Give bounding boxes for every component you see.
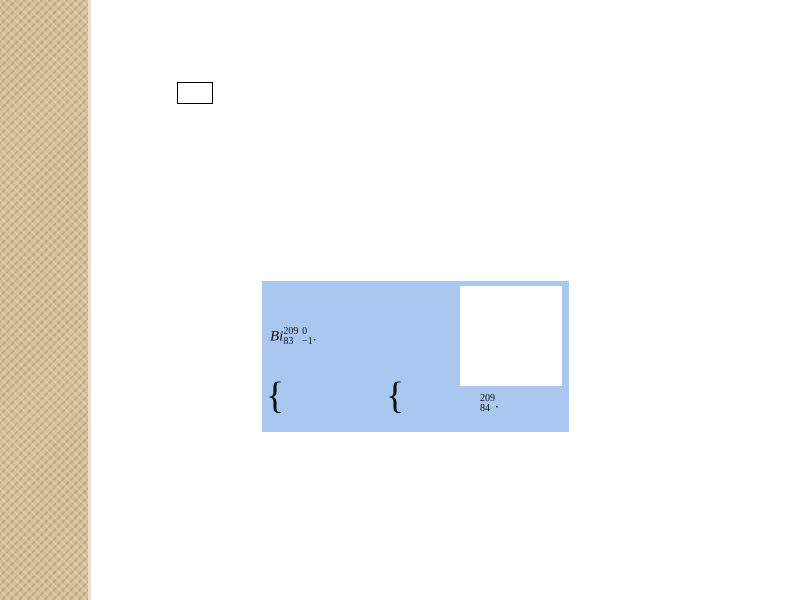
option-4	[222, 246, 244, 264]
decorative-side-panel	[0, 0, 89, 600]
brace-left-2: {	[386, 375, 405, 417]
decay-equation: Bi 209 83 0 −1 .	[270, 326, 317, 347]
periodic-table-row-names	[222, 140, 670, 160]
qr-code-icon	[460, 286, 562, 386]
option-3	[222, 228, 244, 246]
side-panel-border	[88, 0, 91, 600]
option-2	[222, 210, 244, 228]
task-number	[177, 82, 213, 104]
result-expression: 209 84 .	[480, 393, 499, 414]
periodic-table-fragment	[222, 140, 670, 180]
option-1	[222, 192, 244, 210]
brace-left-1: {	[266, 375, 285, 417]
answer-options	[222, 192, 244, 264]
periodic-table-row-masses	[222, 160, 670, 180]
